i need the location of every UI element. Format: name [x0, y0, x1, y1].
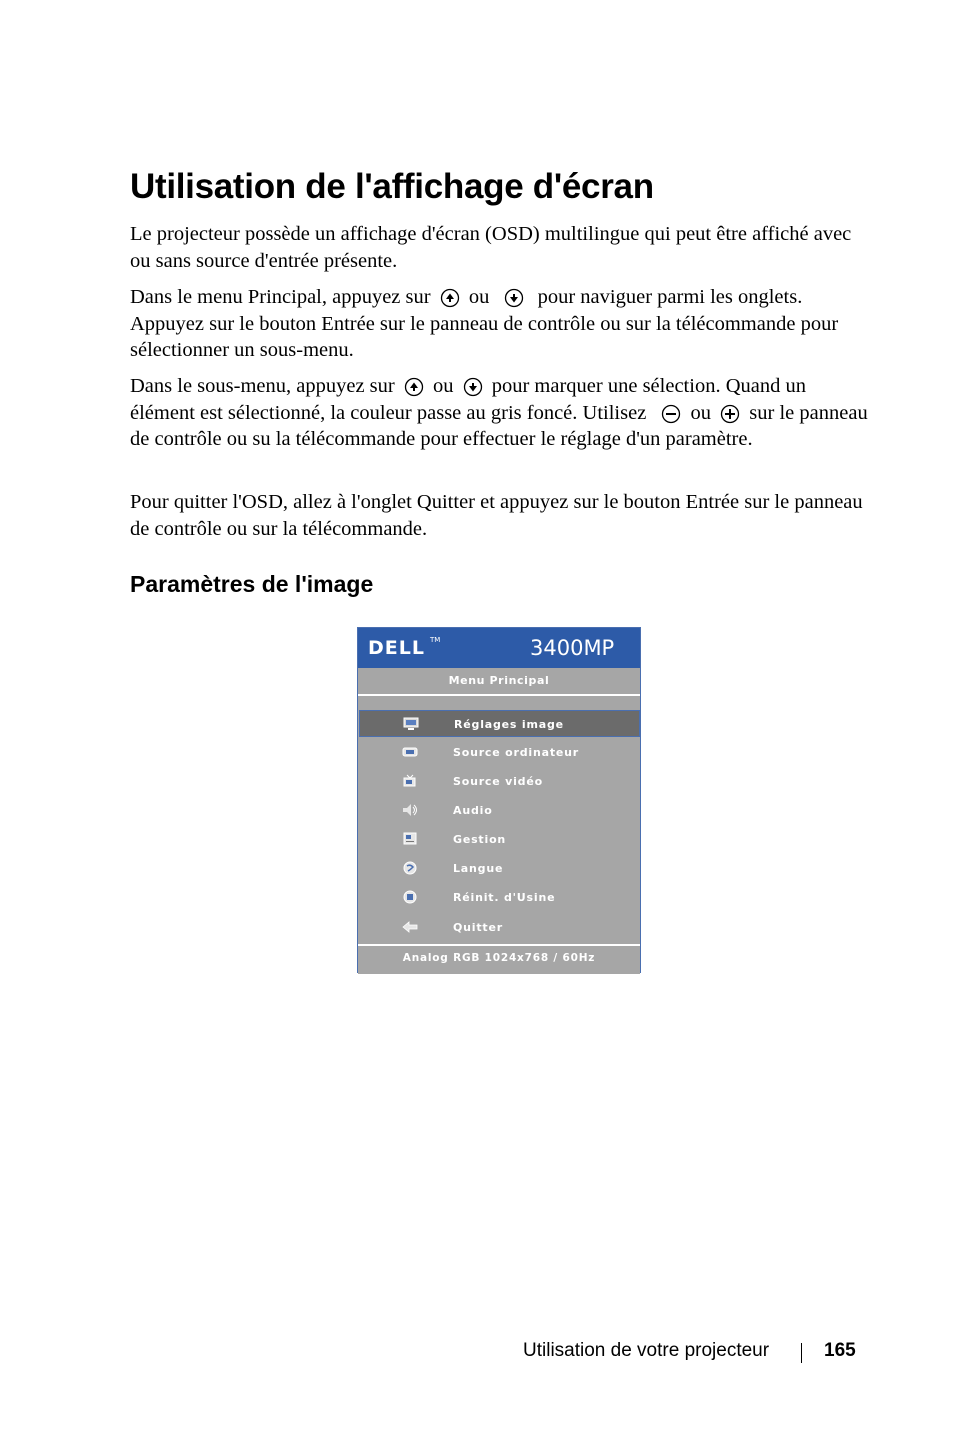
osd-status-bar: [358, 944, 640, 974]
osd-menu-screenshot: [357, 627, 641, 973]
osd-item-source-video[interactable]: [359, 768, 639, 795]
dell-logo: DELL: [368, 637, 425, 659]
model-name: 3400MP: [530, 636, 615, 660]
osd-header: [358, 628, 640, 668]
down-arrow-button-icon: [504, 288, 524, 308]
paragraph-intro: Le projecteur possède un affichage d'écran (OSD) multilingue qui peut être affiché avec ou sans source d'entrée présente.: [130, 223, 852, 272]
osd-item-label: Audio: [453, 804, 493, 817]
osd-item-label: Gestion: [453, 833, 507, 846]
speaker-icon: [401, 803, 419, 817]
video-source-icon: [401, 774, 419, 788]
computer-source-icon: [401, 745, 419, 759]
osd-item-audio[interactable]: [359, 797, 639, 824]
paragraph-sub-menu: [130, 373, 870, 453]
osd-item-label: Réglages image: [454, 718, 564, 731]
reset-icon: [401, 890, 419, 904]
osd-menu-title-bar: [358, 668, 640, 696]
osd-item-reinit-usine[interactable]: [359, 884, 639, 911]
osd-item-source-ordinateur[interactable]: [359, 739, 639, 766]
paragraph-text: sur le panneau de contrôle ou su la télécommande pour effectuer le réglage d'un paramètre.: [130, 401, 868, 450]
osd-item-label: Quitter: [453, 921, 503, 934]
page-number: 165: [824, 1340, 856, 1361]
trademark-mark: TM: [430, 636, 441, 644]
paragraph-exit: Pour quitter l'OSD, allez à l'onglet Quitter et appuyez sur le bouton Entrée sur le panneau de contrôle ou sur la télécommande.: [130, 491, 863, 540]
osd-item-label: Source vidéo: [453, 775, 543, 788]
paragraph-text: ou: [432, 375, 454, 397]
paragraph-text: ou: [468, 286, 490, 308]
down-arrow-button-icon: [463, 377, 483, 397]
footer-divider: [801, 1343, 802, 1363]
management-icon: [401, 832, 419, 846]
minus-button-icon: [661, 404, 681, 424]
osd-item-quitter[interactable]: [359, 914, 639, 941]
plus-button-icon: [720, 404, 740, 424]
paragraph-text: ou: [690, 401, 712, 424]
osd-item-label: Langue: [453, 862, 504, 875]
paragraph-text: pour naviguer parmi les onglets. Appuyez sur le bouton Entrée sur le panneau de contrôle ou sur la télécommande pour sélectionner un sous-menu.: [130, 286, 839, 361]
page-title: Utilisation de l'affichage d'écran: [130, 167, 654, 206]
osd-signal-info: Analog RGB 1024x768 / 60Hz: [402, 952, 596, 964]
paragraph-text: Dans le menu Principal, appuyez sur: [130, 286, 431, 308]
up-arrow-button-icon: [404, 377, 424, 397]
paragraph-text: pour marquer une sélection. Quand un élément est sélectionné, la couleur passe au gris foncé. Utilisez: [130, 375, 806, 424]
footer-section-title: Utilisation de votre projecteur: [523, 1340, 770, 1361]
section-heading: Paramètres de l'image: [130, 571, 374, 597]
osd-menu-title: Menu Principal: [448, 674, 550, 687]
paragraph-main-menu: [130, 284, 870, 364]
osd-item-reglages-image[interactable]: [359, 710, 640, 737]
exit-icon: [401, 920, 419, 934]
osd-item-gestion[interactable]: [359, 826, 639, 853]
language-icon: [401, 861, 419, 875]
up-arrow-button-icon: [440, 288, 460, 308]
osd-item-langue[interactable]: [359, 855, 639, 882]
monitor-icon: [402, 717, 420, 731]
paragraph-text: Dans le sous-menu, appuyez sur: [130, 375, 395, 397]
osd-item-label: Source ordinateur: [453, 746, 580, 759]
osd-item-label: Réinit. d'Usine: [453, 891, 556, 904]
